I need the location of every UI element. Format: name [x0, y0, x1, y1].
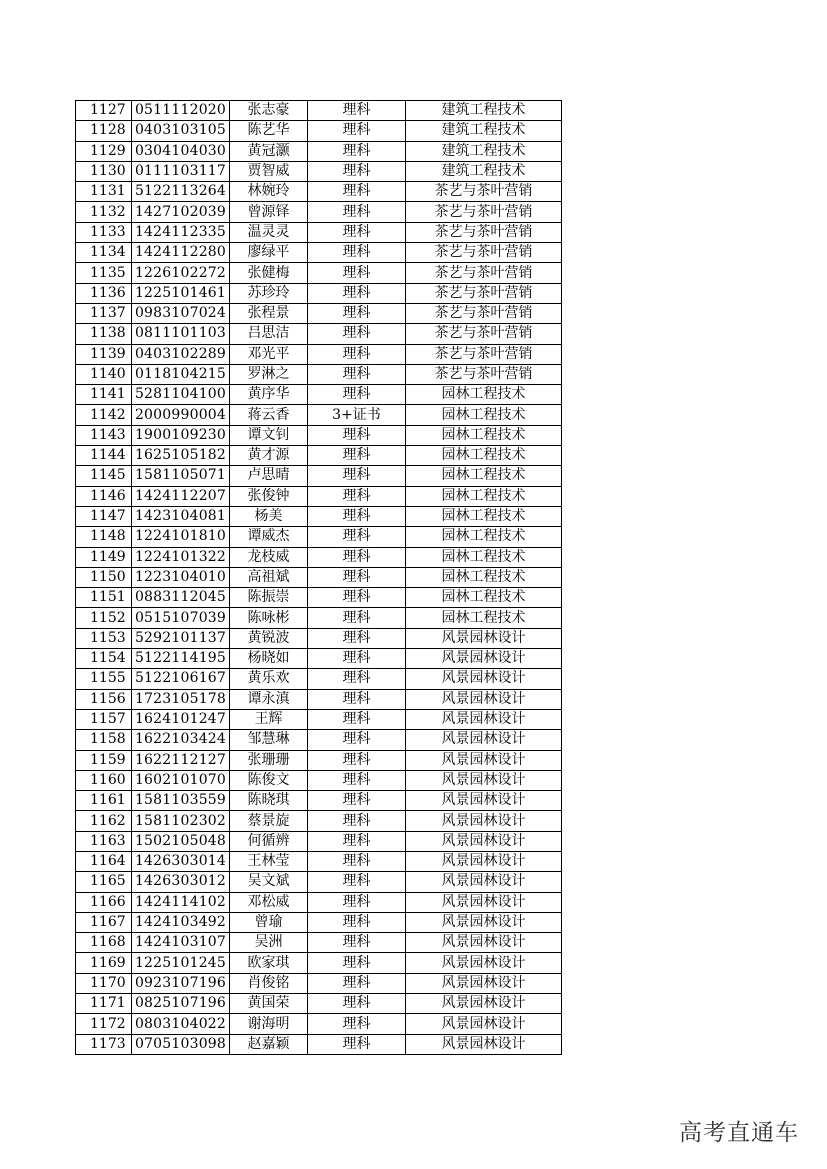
subject-category-cell: 理科: [308, 425, 406, 445]
row-number-cell: 1172: [76, 1014, 132, 1034]
candidate-id-cell: 1424112280: [132, 243, 230, 263]
table-row: [76, 101, 562, 121]
student-name-cell: 吴文斌: [230, 872, 308, 892]
row-number-cell: 1168: [76, 933, 132, 953]
row-number-cell: 1153: [76, 628, 132, 648]
major-cell: 园林工程技术: [406, 547, 562, 567]
subject-category-cell: 理科: [308, 831, 406, 851]
row-number-cell: 1171: [76, 994, 132, 1014]
subject-category-cell: 理科: [308, 466, 406, 486]
row-number-cell: 1147: [76, 506, 132, 526]
candidate-id-cell: 1224101322: [132, 547, 230, 567]
major-cell: 园林工程技术: [406, 506, 562, 526]
table-row: [76, 1014, 562, 1034]
table-row: [76, 243, 562, 263]
candidate-id-cell: 0403103105: [132, 121, 230, 141]
row-number-cell: 1137: [76, 303, 132, 323]
table-row: [76, 547, 562, 567]
table-row: [76, 182, 562, 202]
row-number-cell: 1136: [76, 283, 132, 303]
row-number-cell: 1167: [76, 912, 132, 932]
row-number-cell: 1151: [76, 588, 132, 608]
table-row: [76, 303, 562, 323]
student-name-cell: 黄乐欢: [230, 669, 308, 689]
student-name-cell: 谭文钊: [230, 425, 308, 445]
row-number-cell: 1149: [76, 547, 132, 567]
candidate-id-cell: 5281104100: [132, 385, 230, 405]
subject-category-cell: 理科: [308, 506, 406, 526]
candidate-id-cell: 1581102302: [132, 811, 230, 831]
candidate-id-cell: 1624101247: [132, 709, 230, 729]
subject-category-cell: 理科: [308, 892, 406, 912]
candidate-id-cell: 1581103559: [132, 791, 230, 811]
candidate-id-cell: 1424112207: [132, 486, 230, 506]
student-name-cell: 吕思洁: [230, 324, 308, 344]
row-number-cell: 1159: [76, 750, 132, 770]
major-cell: 风景园林设计: [406, 811, 562, 831]
student-name-cell: 林婉玲: [230, 182, 308, 202]
major-cell: 园林工程技术: [406, 588, 562, 608]
table-row: [76, 649, 562, 669]
table-row: [76, 364, 562, 384]
row-number-cell: 1170: [76, 973, 132, 993]
row-number-cell: 1128: [76, 121, 132, 141]
subject-category-cell: 理科: [308, 486, 406, 506]
row-number-cell: 1169: [76, 953, 132, 973]
student-name-cell: 谭威杰: [230, 527, 308, 547]
major-cell: 风景园林设计: [406, 973, 562, 993]
major-cell: 风景园林设计: [406, 953, 562, 973]
major-cell: 园林工程技术: [406, 486, 562, 506]
table-row: [76, 202, 562, 222]
student-name-cell: 张健梅: [230, 263, 308, 283]
table-row: [76, 994, 562, 1014]
table-row: [76, 709, 562, 729]
candidate-id-cell: 5122113264: [132, 182, 230, 202]
table-row: [76, 385, 562, 405]
row-number-cell: 1156: [76, 689, 132, 709]
subject-category-cell: 理科: [308, 973, 406, 993]
table-row: [76, 750, 562, 770]
candidate-id-cell: 0705103098: [132, 1034, 230, 1054]
subject-category-cell: 理科: [308, 161, 406, 181]
subject-category-cell: 理科: [308, 649, 406, 669]
table-row: [76, 831, 562, 851]
subject-category-cell: 理科: [308, 953, 406, 973]
table-row: [76, 324, 562, 344]
candidate-id-cell: 1900109230: [132, 425, 230, 445]
student-name-cell: 陈咏彬: [230, 608, 308, 628]
candidate-id-cell: 1225101461: [132, 283, 230, 303]
subject-category-cell: 理科: [308, 141, 406, 161]
row-number-cell: 1164: [76, 851, 132, 871]
table-row: [76, 811, 562, 831]
table-row: [76, 892, 562, 912]
major-cell: 茶艺与茶叶营销: [406, 243, 562, 263]
table-row: [76, 527, 562, 547]
candidate-id-cell: 5122114195: [132, 649, 230, 669]
student-name-cell: 贾智威: [230, 161, 308, 181]
row-number-cell: 1162: [76, 811, 132, 831]
table-row: [76, 425, 562, 445]
major-cell: 园林工程技术: [406, 527, 562, 547]
student-name-cell: 邓光平: [230, 344, 308, 364]
major-cell: 风景园林设计: [406, 872, 562, 892]
student-name-cell: 黄才源: [230, 446, 308, 466]
student-name-cell: 杨晓如: [230, 649, 308, 669]
candidate-id-cell: 1225101245: [132, 953, 230, 973]
table-row: [76, 121, 562, 141]
candidate-id-cell: 0118104215: [132, 364, 230, 384]
major-cell: 风景园林设计: [406, 791, 562, 811]
row-number-cell: 1132: [76, 202, 132, 222]
subject-category-cell: 理科: [308, 730, 406, 750]
subject-category-cell: 理科: [308, 364, 406, 384]
row-number-cell: 1133: [76, 222, 132, 242]
subject-category-cell: 理科: [308, 1014, 406, 1034]
row-number-cell: 1145: [76, 466, 132, 486]
table-row: [76, 567, 562, 587]
student-name-cell: 黄序华: [230, 385, 308, 405]
candidate-id-cell: 1424114102: [132, 892, 230, 912]
major-cell: 茶艺与茶叶营销: [406, 202, 562, 222]
table-row: [76, 770, 562, 790]
table-row: [76, 953, 562, 973]
candidate-id-cell: 1622112127: [132, 750, 230, 770]
major-cell: 建筑工程技术: [406, 121, 562, 141]
student-name-cell: 张珊珊: [230, 750, 308, 770]
subject-category-cell: 理科: [308, 851, 406, 871]
major-cell: 茶艺与茶叶营销: [406, 344, 562, 364]
candidate-id-cell: 1426303014: [132, 851, 230, 871]
table-row: [76, 791, 562, 811]
student-name-cell: 张程景: [230, 303, 308, 323]
row-number-cell: 1146: [76, 486, 132, 506]
candidate-id-cell: 0111103117: [132, 161, 230, 181]
table-row: [76, 141, 562, 161]
subject-category-cell: 理科: [308, 222, 406, 242]
candidate-id-cell: 1602101070: [132, 770, 230, 790]
subject-category-cell: 理科: [308, 791, 406, 811]
major-cell: 茶艺与茶叶营销: [406, 283, 562, 303]
student-name-cell: 王辉: [230, 709, 308, 729]
admission-roster-table: [75, 100, 562, 1055]
row-number-cell: 1150: [76, 567, 132, 587]
major-cell: 风景园林设计: [406, 851, 562, 871]
student-name-cell: 苏珍玲: [230, 283, 308, 303]
row-number-cell: 1134: [76, 243, 132, 263]
candidate-id-cell: 0803104022: [132, 1014, 230, 1034]
candidate-id-cell: 0811101103: [132, 324, 230, 344]
candidate-id-cell: 0883112045: [132, 588, 230, 608]
row-number-cell: 1127: [76, 101, 132, 121]
major-cell: 风景园林设计: [406, 1034, 562, 1054]
table-row: [76, 506, 562, 526]
major-cell: 风景园林设计: [406, 770, 562, 790]
table-row: [76, 689, 562, 709]
candidate-id-cell: 0511112020: [132, 101, 230, 121]
student-name-cell: 杨美: [230, 506, 308, 526]
row-number-cell: 1131: [76, 182, 132, 202]
row-number-cell: 1158: [76, 730, 132, 750]
candidate-id-cell: 0825107196: [132, 994, 230, 1014]
candidate-id-cell: 0403102289: [132, 344, 230, 364]
row-number-cell: 1130: [76, 161, 132, 181]
major-cell: 茶艺与茶叶营销: [406, 364, 562, 384]
student-name-cell: 黄锐波: [230, 628, 308, 648]
subject-category-cell: 理科: [308, 872, 406, 892]
subject-category-cell: 理科: [308, 1034, 406, 1054]
candidate-id-cell: 1424103107: [132, 933, 230, 953]
student-name-cell: 温灵灵: [230, 222, 308, 242]
student-name-cell: 陈俊文: [230, 770, 308, 790]
table-row: [76, 405, 562, 425]
major-cell: 茶艺与茶叶营销: [406, 324, 562, 344]
candidate-id-cell: 1625105182: [132, 446, 230, 466]
table-row: [76, 344, 562, 364]
student-name-cell: 高祖斌: [230, 567, 308, 587]
candidate-id-cell: 1424112335: [132, 222, 230, 242]
subject-category-cell: 理科: [308, 689, 406, 709]
major-cell: 风景园林设计: [406, 750, 562, 770]
row-number-cell: 1154: [76, 649, 132, 669]
major-cell: 风景园林设计: [406, 831, 562, 851]
subject-category-cell: 理科: [308, 567, 406, 587]
student-name-cell: 蔡景旋: [230, 811, 308, 831]
candidate-id-cell: 1622103424: [132, 730, 230, 750]
subject-category-cell: 理科: [308, 669, 406, 689]
student-name-cell: 欧家琪: [230, 953, 308, 973]
subject-category-cell: 理科: [308, 628, 406, 648]
student-name-cell: 龙枝威: [230, 547, 308, 567]
subject-category-cell: 3+证书: [308, 405, 406, 425]
subject-category-cell: 理科: [308, 770, 406, 790]
major-cell: 风景园林设计: [406, 649, 562, 669]
major-cell: 建筑工程技术: [406, 161, 562, 181]
subject-category-cell: 理科: [308, 344, 406, 364]
student-name-cell: 谢海明: [230, 1014, 308, 1034]
major-cell: 茶艺与茶叶营销: [406, 182, 562, 202]
candidate-id-cell: 5122106167: [132, 669, 230, 689]
subject-category-cell: 理科: [308, 101, 406, 121]
subject-category-cell: 理科: [308, 324, 406, 344]
table-row: [76, 222, 562, 242]
student-name-cell: 谭永滇: [230, 689, 308, 709]
subject-category-cell: 理科: [308, 527, 406, 547]
student-name-cell: 黄国荣: [230, 994, 308, 1014]
major-cell: 茶艺与茶叶营销: [406, 222, 562, 242]
subject-category-cell: 理科: [308, 243, 406, 263]
roster-table-body: [76, 101, 562, 1055]
student-name-cell: 赵嘉颖: [230, 1034, 308, 1054]
student-name-cell: 曾源铎: [230, 202, 308, 222]
major-cell: 园林工程技术: [406, 446, 562, 466]
candidate-id-cell: 1502105048: [132, 831, 230, 851]
major-cell: 园林工程技术: [406, 466, 562, 486]
table-row: [76, 486, 562, 506]
candidate-id-cell: 0983107024: [132, 303, 230, 323]
table-row: [76, 933, 562, 953]
table-row: [76, 466, 562, 486]
student-name-cell: 肖俊铭: [230, 973, 308, 993]
subject-category-cell: 理科: [308, 263, 406, 283]
student-name-cell: 卢思晴: [230, 466, 308, 486]
row-number-cell: 1152: [76, 608, 132, 628]
row-number-cell: 1163: [76, 831, 132, 851]
major-cell: 风景园林设计: [406, 709, 562, 729]
subject-category-cell: 理科: [308, 547, 406, 567]
table-row: [76, 1034, 562, 1054]
subject-category-cell: 理科: [308, 709, 406, 729]
candidate-id-cell: 1581105071: [132, 466, 230, 486]
major-cell: 风景园林设计: [406, 669, 562, 689]
major-cell: 风景园林设计: [406, 892, 562, 912]
student-name-cell: 何循辨: [230, 831, 308, 851]
subject-category-cell: 理科: [308, 121, 406, 141]
student-name-cell: 张俊钟: [230, 486, 308, 506]
major-cell: 园林工程技术: [406, 567, 562, 587]
subject-category-cell: 理科: [308, 750, 406, 770]
subject-category-cell: 理科: [308, 182, 406, 202]
table-row: [76, 851, 562, 871]
row-number-cell: 1155: [76, 669, 132, 689]
candidate-id-cell: 5292101137: [132, 628, 230, 648]
subject-category-cell: 理科: [308, 385, 406, 405]
major-cell: 风景园林设计: [406, 730, 562, 750]
major-cell: 风景园林设计: [406, 689, 562, 709]
major-cell: 建筑工程技术: [406, 141, 562, 161]
table-row: [76, 446, 562, 466]
subject-category-cell: 理科: [308, 608, 406, 628]
table-row: [76, 263, 562, 283]
table-row: [76, 912, 562, 932]
major-cell: 园林工程技术: [406, 425, 562, 445]
major-cell: 建筑工程技术: [406, 101, 562, 121]
subject-category-cell: 理科: [308, 303, 406, 323]
table-row: [76, 588, 562, 608]
major-cell: 园林工程技术: [406, 385, 562, 405]
student-name-cell: 王林莹: [230, 851, 308, 871]
table-row: [76, 669, 562, 689]
student-name-cell: 曾瑜: [230, 912, 308, 932]
candidate-id-cell: 1424103492: [132, 912, 230, 932]
candidate-id-cell: 1723105178: [132, 689, 230, 709]
table-row: [76, 161, 562, 181]
row-number-cell: 1161: [76, 791, 132, 811]
student-name-cell: 陈振崇: [230, 588, 308, 608]
major-cell: 风景园林设计: [406, 912, 562, 932]
candidate-id-cell: 1226102272: [132, 263, 230, 283]
row-number-cell: 1143: [76, 425, 132, 445]
major-cell: 茶艺与茶叶营销: [406, 263, 562, 283]
subject-category-cell: 理科: [308, 933, 406, 953]
student-name-cell: 邓松威: [230, 892, 308, 912]
candidate-id-cell: 0515107039: [132, 608, 230, 628]
row-number-cell: 1157: [76, 709, 132, 729]
row-number-cell: 1135: [76, 263, 132, 283]
major-cell: 风景园林设计: [406, 933, 562, 953]
subject-category-cell: 理科: [308, 994, 406, 1014]
student-name-cell: 陈晓琪: [230, 791, 308, 811]
row-number-cell: 1142: [76, 405, 132, 425]
candidate-id-cell: 1223104010: [132, 567, 230, 587]
major-cell: 风景园林设计: [406, 994, 562, 1014]
major-cell: 风景园林设计: [406, 1014, 562, 1034]
student-name-cell: 吴洲: [230, 933, 308, 953]
subject-category-cell: 理科: [308, 912, 406, 932]
major-cell: 茶艺与茶叶营销: [406, 303, 562, 323]
student-name-cell: 邹慧琳: [230, 730, 308, 750]
row-number-cell: 1173: [76, 1034, 132, 1054]
candidate-id-cell: 1224101810: [132, 527, 230, 547]
subject-category-cell: 理科: [308, 283, 406, 303]
table-row: [76, 283, 562, 303]
candidate-id-cell: 0304104030: [132, 141, 230, 161]
row-number-cell: 1140: [76, 364, 132, 384]
subject-category-cell: 理科: [308, 446, 406, 466]
row-number-cell: 1138: [76, 324, 132, 344]
table-row: [76, 608, 562, 628]
subject-category-cell: 理科: [308, 811, 406, 831]
subject-category-cell: 理科: [308, 588, 406, 608]
table-row: [76, 973, 562, 993]
row-number-cell: 1141: [76, 385, 132, 405]
row-number-cell: 1139: [76, 344, 132, 364]
row-number-cell: 1129: [76, 141, 132, 161]
row-number-cell: 1160: [76, 770, 132, 790]
row-number-cell: 1166: [76, 892, 132, 912]
candidate-id-cell: 1427102039: [132, 202, 230, 222]
row-number-cell: 1165: [76, 872, 132, 892]
candidate-id-cell: 2000990004: [132, 405, 230, 425]
row-number-cell: 1148: [76, 527, 132, 547]
candidate-id-cell: 1426303012: [132, 872, 230, 892]
table-row: [76, 628, 562, 648]
major-cell: 园林工程技术: [406, 608, 562, 628]
student-name-cell: 廖绿平: [230, 243, 308, 263]
student-name-cell: 张志豪: [230, 101, 308, 121]
student-name-cell: 蒋云香: [230, 405, 308, 425]
table-row: [76, 872, 562, 892]
watermark-text: 高考直通车: [679, 1120, 799, 1146]
subject-category-cell: 理科: [308, 202, 406, 222]
student-name-cell: 罗淋之: [230, 364, 308, 384]
candidate-id-cell: 0923107196: [132, 973, 230, 993]
table-row: [76, 730, 562, 750]
student-name-cell: 黄冠灏: [230, 141, 308, 161]
row-number-cell: 1144: [76, 446, 132, 466]
major-cell: 园林工程技术: [406, 405, 562, 425]
candidate-id-cell: 1423104081: [132, 506, 230, 526]
student-name-cell: 陈艺华: [230, 121, 308, 141]
major-cell: 风景园林设计: [406, 628, 562, 648]
